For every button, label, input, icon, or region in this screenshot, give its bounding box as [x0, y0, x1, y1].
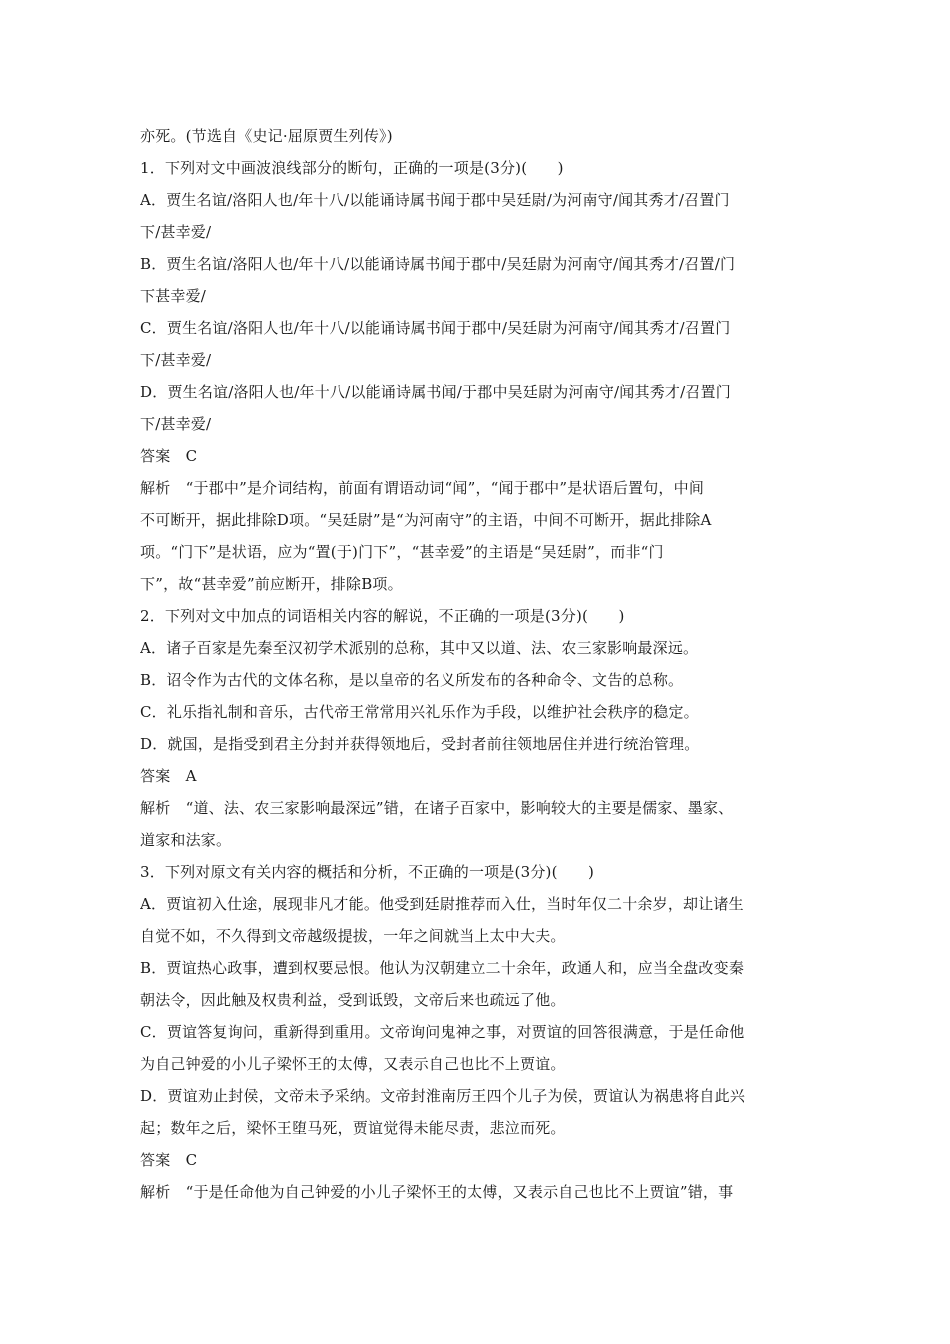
option-d-continuation: 起；数年之后，梁怀王堕马死，贾谊觉得未能尽责，悲泣而死。: [140, 1119, 566, 1137]
text-line: 亦死。(节选自《史记·屈原贾生列传》): [140, 127, 393, 145]
option-b-line: B．贾谊热心政事，遭到权要忌恨。他认为汉朝建立二十余年，政通人和，应当全盘改变秦: [140, 959, 745, 977]
analysis-line: 解析 “于郡中”是介词结构，前面有谓语动词“闻”，“闻于郡中”是状语后置句，中间: [140, 479, 705, 497]
option-d-continuation: 下/甚幸爱/: [140, 415, 212, 433]
answer-line: 答案 C: [140, 1151, 198, 1169]
analysis-line: 道家和法家。: [140, 831, 232, 849]
option-b-line: B．诏令作为古代的文体名称，是以皇帝的名义所发布的各种命令、文告的总称。: [140, 671, 684, 689]
option-c-continuation: 为自己钟爱的小儿子梁怀王的太傅，又表示自己也比不上贾谊。: [140, 1055, 566, 1073]
analysis-line: 解析 “于是任命他为自己钟爱的小儿子梁怀王的太傅，又表示自己也比不上贾谊”错，事: [140, 1183, 734, 1201]
document-page: [140, 120, 812, 1208]
question-1-stem: 1．下列对文中画波浪线部分的断句，正确的一项是(3分)( ): [140, 159, 564, 177]
analysis-line: 不可断开，据此排除D项。“吴廷尉”是“为河南守”的主语，中间不可断开，据此排除A: [140, 511, 712, 529]
option-a-continuation: 下/甚幸爱/: [140, 223, 212, 241]
option-b-continuation: 朝法令，因此触及权贵利益，受到诋毁，文帝后来也疏远了他。: [140, 991, 566, 1009]
question-3-stem: 3．下列对原文有关内容的概括和分析，不正确的一项是(3分)( ): [140, 863, 595, 881]
option-b-line: B．贾生名谊/洛阳人也/年十八/以能诵诗属书闻于郡中/吴廷尉为河南守/闻其秀才/召置/门: [140, 255, 736, 273]
answer-line: 答案 C: [140, 447, 198, 465]
option-c-line: C．贾谊答复询问，重新得到重用。文帝询问鬼神之事，对贾谊的回答很满意，于是任命他: [140, 1023, 745, 1041]
option-a-line: A．贾谊初入仕途，展现非凡才能。他受到廷尉推荐而入仕，当时年仅二十余岁，却让诸生: [140, 895, 744, 913]
option-d-line: D．贾谊劝止封侯，文帝未予采纳。文帝封淮南厉王四个儿子为侯，贾谊认为祸患将自此兴: [140, 1087, 746, 1105]
option-d-line: D．就国，是指受到君主分封并获得领地后，受封者前往领地居住并进行统治管理。: [140, 735, 700, 753]
option-c-line: C．礼乐指礼制和音乐，古代帝王常常用兴礼乐作为手段，以维护社会秩序的稳定。: [140, 703, 699, 721]
option-a-line: A．贾生名谊/洛阳人也/年十八/以能诵诗属书闻于郡中吴廷尉/为河南守/闻其秀才/召置门: [140, 191, 730, 209]
question-2-stem: 2．下列对文中加点的词语相关内容的解说，不正确的一项是(3分)( ): [140, 607, 625, 625]
analysis-line: 解析 “道、法、农三家影响最深远”错，在诸子百家中，影响较大的主要是儒家、墨家、: [140, 799, 734, 817]
analysis-line: 下”，故“甚幸爱”前应断开，排除B项。: [140, 575, 403, 593]
option-c-continuation: 下/甚幸爱/: [140, 351, 212, 369]
option-b-continuation: 下甚幸爱/: [140, 287, 207, 305]
answer-line: 答案 A: [140, 767, 197, 785]
option-d-line: D．贾生名谊/洛阳人也/年十八/以能诵诗属书闻/于郡中吴廷尉为河南守/闻其秀才/召置门: [140, 383, 731, 401]
option-c-line: C．贾生名谊/洛阳人也/年十八/以能诵诗属书闻于郡中/吴廷尉为河南守/闻其秀才/召置门: [140, 319, 731, 337]
analysis-line: 项。“门下”是状语，应为“置(于)门下”，“甚幸爱”的主语是“吴廷尉”，而非“门: [140, 543, 664, 561]
option-a-line: A．诸子百家是先秦至汉初学术派别的总称，其中又以道、法、农三家影响最深远。: [140, 639, 699, 657]
option-a-continuation: 自觉不如，不久得到文帝越级提拔，一年之间就当上太中大夫。: [140, 927, 566, 945]
